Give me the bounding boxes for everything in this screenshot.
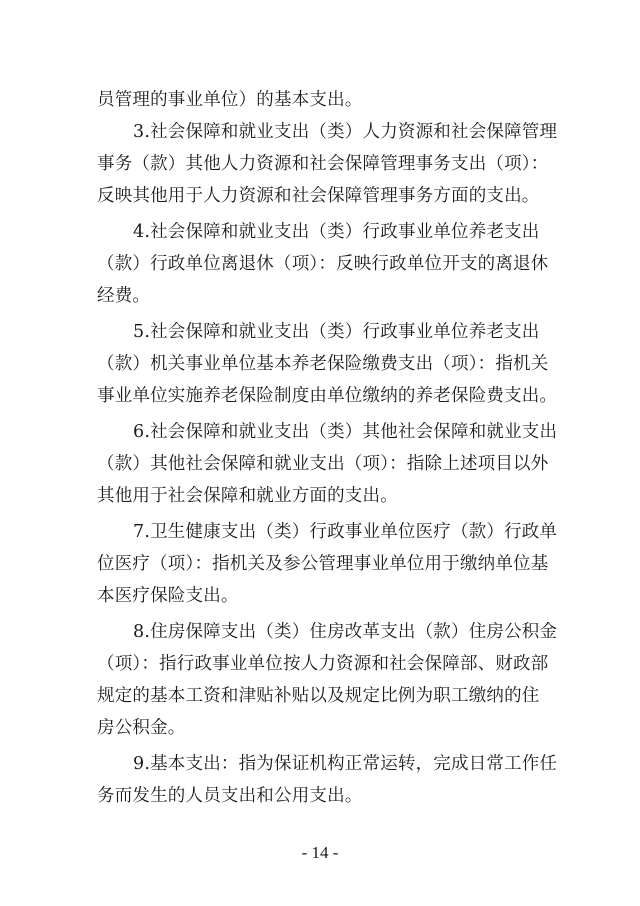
- paragraph-line: （款）机关事业单位基本养老保险缴费支出（项）：指机关: [97, 354, 549, 374]
- paragraph-line: 5.社会保障和就业支出（类）行政事业单位养老支出: [133, 322, 540, 342]
- paragraph-line: 房公积金。: [97, 718, 186, 738]
- paragraph-line: 位医疗（项）：指机关及参公管理事业单位用于缴纳单位基: [97, 554, 549, 574]
- paragraph-line: 员管理的事业单位）的基本支出。: [97, 90, 363, 110]
- paragraph-line: 9.基本支出：指为保证机构正常运转，完成日常工作任: [133, 754, 558, 774]
- paragraph-line: 事业单位实施养老保险制度由单位缴纳的养老保险费支出。: [97, 386, 558, 406]
- paragraph-line: 事务（款）其他人力资源和社会保障管理事务支出（项）：: [97, 154, 549, 174]
- paragraph-line: 反映其他用于人力资源和社会保障管理事务方面的支出。: [97, 186, 540, 206]
- paragraph-line: 经费。: [97, 286, 151, 306]
- paragraph-line: 7.卫生健康支出（类）行政事业单位医疗（款）行政单: [133, 522, 558, 542]
- paragraph-line: 规定的基本工资和津贴补贴以及规定比例为职工缴纳的住: [97, 686, 540, 706]
- paragraph-line: 8.住房保障支出（类）住房改革支出（款）住房公积金: [133, 622, 558, 642]
- page-number: - 14 -: [301, 843, 339, 862]
- paragraph-line: 4.社会保障和就业支出（类）行政事业单位养老支出: [133, 222, 540, 242]
- paragraph-line: 本医疗保险支出。: [97, 586, 239, 606]
- paragraph-line: 务而发生的人员支出和公用支出。: [97, 786, 363, 806]
- paragraph-line: 其他用于社会保障和就业方面的支出。: [97, 486, 398, 506]
- paragraph-line: 3.社会保障和就业支出（类）人力资源和社会保障管理: [133, 122, 558, 142]
- paragraph-line: （款）其他社会保障和就业支出（项）：指除上述项目以外: [97, 454, 549, 474]
- paragraph-line: （款）行政单位离退休（项）：反映行政单位开支的离退休: [97, 254, 549, 274]
- paragraph-line: （项）：指行政事业单位按人力资源和社会保障部、财政部: [97, 654, 549, 674]
- paragraph-line: 6.社会保障和就业支出（类）其他社会保障和就业支出: [133, 422, 558, 442]
